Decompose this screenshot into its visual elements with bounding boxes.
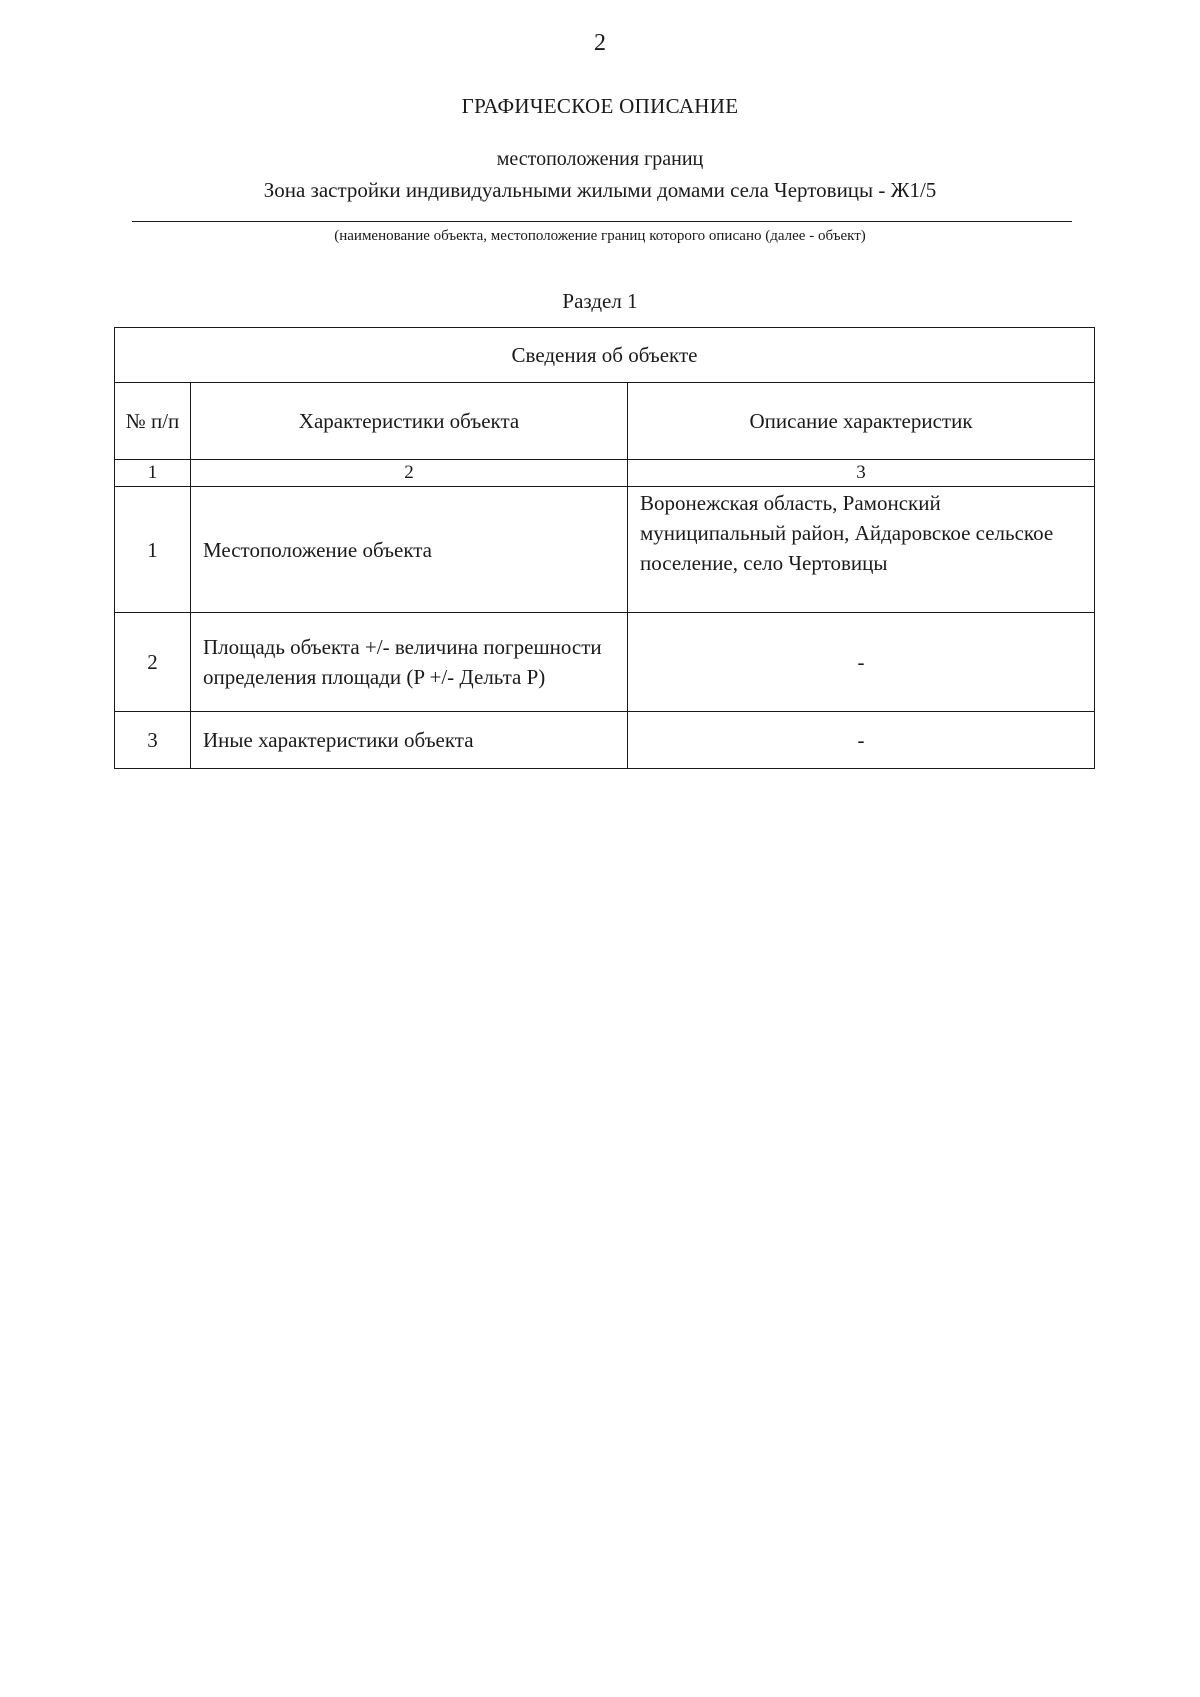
document-title: ГРАФИЧЕСКОЕ ОПИСАНИЕ <box>461 94 739 118</box>
section-label: Раздел 1 <box>562 289 638 313</box>
page-number: 2 <box>594 30 606 56</box>
table-caption: Сведения об объекте <box>115 328 1095 383</box>
row-description: Воронежская область, Рамонский муниципальный район, Айдаровское сельское поселение, село Чертовицы <box>628 487 1095 613</box>
row-number: 2 <box>115 613 191 712</box>
table-row <box>115 487 1095 613</box>
row-description: - <box>628 712 1095 769</box>
object-name-underline <box>132 221 1072 222</box>
table-caption-row <box>115 328 1095 383</box>
header-number: № п/п <box>115 383 191 460</box>
table-header-row <box>115 383 1095 460</box>
table-row <box>115 712 1095 769</box>
document-subtitle-line-1: местоположения границ <box>496 148 704 170</box>
header-description: Описание характеристик <box>628 383 1095 460</box>
object-name-caption: (наименование объекта, местоположение границ которого описано (далее - объект) <box>334 228 866 244</box>
column-index-cell: 1 <box>115 460 191 487</box>
row-characteristic: Иные характеристики объекта <box>191 712 628 769</box>
row-description: - <box>628 613 1095 712</box>
row-characteristic: Площадь объекта +/- величина погрешности определения площади (P +/- Дельта P) <box>191 613 628 712</box>
row-characteristic: Местоположение объекта <box>191 487 628 613</box>
column-index-cell: 3 <box>628 460 1095 487</box>
row-number: 3 <box>115 712 191 769</box>
column-index-row <box>115 460 1095 487</box>
row-number: 1 <box>115 487 191 613</box>
header-characteristic: Характеристики объекта <box>191 383 628 460</box>
document-subtitle-line-2: Зона застройки индивидуальными жилыми домами села Чертовицы - Ж1/5 <box>263 178 937 202</box>
object-info-table <box>114 327 1095 769</box>
table-row <box>115 613 1095 712</box>
column-index-cell: 2 <box>191 460 628 487</box>
